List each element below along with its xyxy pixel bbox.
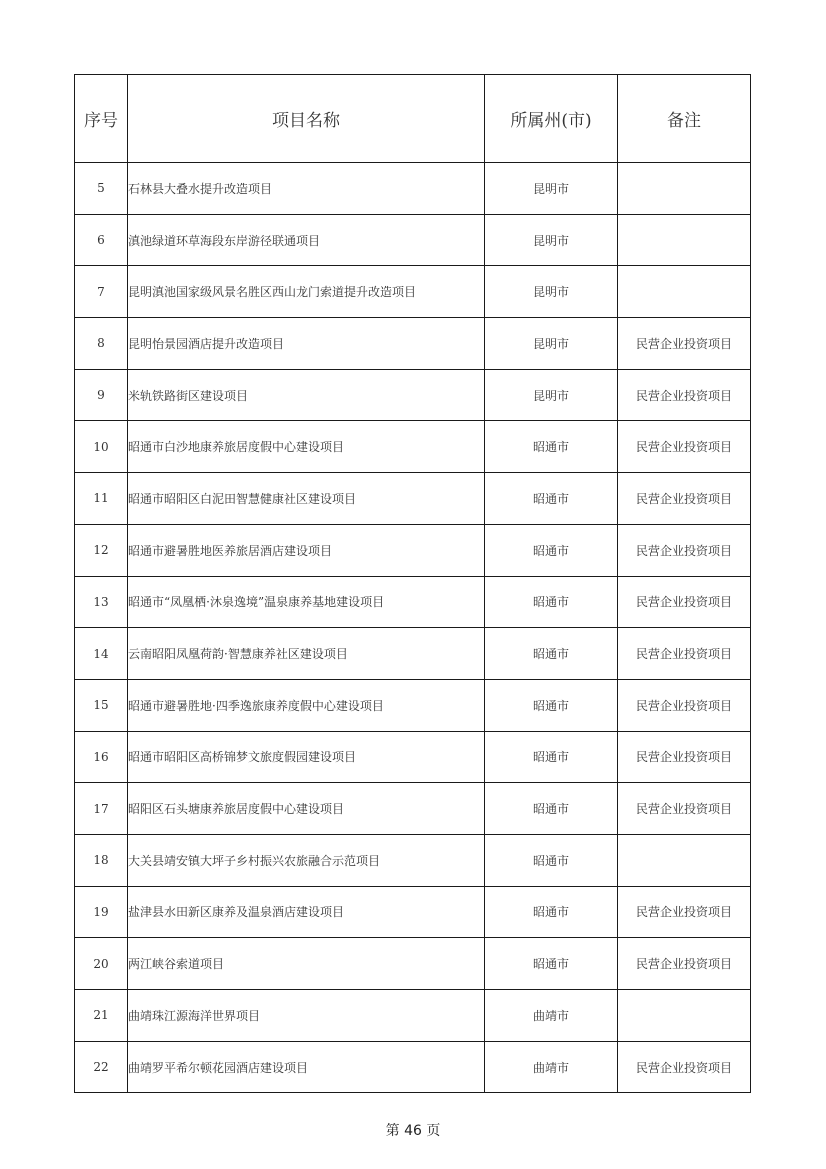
project-table — [74, 74, 751, 1093]
cell-project-name: 昭通市“凤凰栖·沐泉逸境”温泉康养基地建设项目 — [128, 576, 485, 628]
cell-serial-number: 15 — [75, 679, 128, 731]
table-row — [75, 318, 751, 370]
table-row — [75, 163, 751, 215]
cell-prefecture-city: 昭通市 — [485, 421, 618, 473]
table-row — [75, 524, 751, 576]
cell-prefecture-city: 昆明市 — [485, 214, 618, 266]
cell-remarks: 民营企业投资项目 — [618, 783, 751, 835]
table-row — [75, 214, 751, 266]
cell-project-name: 昭通市昭阳区白泥田智慧健康社区建设项目 — [128, 473, 485, 525]
cell-prefecture-city: 昭通市 — [485, 576, 618, 628]
cell-remarks: 民营企业投资项目 — [618, 1041, 751, 1093]
cell-remarks: 民营企业投资项目 — [618, 628, 751, 680]
cell-remarks: 民营企业投资项目 — [618, 524, 751, 576]
table-row — [75, 369, 751, 421]
table-row — [75, 783, 751, 835]
cell-project-name: 昭阳区石头塘康养旅居度假中心建设项目 — [128, 783, 485, 835]
table-row — [75, 628, 751, 680]
cell-prefecture-city: 昭通市 — [485, 628, 618, 680]
cell-remarks: 民营企业投资项目 — [618, 679, 751, 731]
cell-remarks: 民营企业投资项目 — [618, 938, 751, 990]
cell-project-name: 滇池绿道环草海段东岸游径联通项目 — [128, 214, 485, 266]
header-prefecture-city: 所属州(市) — [485, 75, 618, 163]
cell-serial-number: 22 — [75, 1041, 128, 1093]
cell-project-name: 曲靖罗平希尔顿花园酒店建设项目 — [128, 1041, 485, 1093]
cell-project-name: 昆明怡景园酒店提升改造项目 — [128, 318, 485, 370]
table-row — [75, 938, 751, 990]
cell-remarks: 民营企业投资项目 — [618, 421, 751, 473]
cell-prefecture-city: 昭通市 — [485, 783, 618, 835]
cell-remarks: 民营企业投资项目 — [618, 731, 751, 783]
cell-prefecture-city: 曲靖市 — [485, 990, 618, 1042]
cell-serial-number: 10 — [75, 421, 128, 473]
cell-remarks — [618, 163, 751, 215]
cell-remarks — [618, 266, 751, 318]
cell-serial-number: 8 — [75, 318, 128, 370]
table-row — [75, 834, 751, 886]
cell-prefecture-city: 昭通市 — [485, 679, 618, 731]
cell-serial-number: 20 — [75, 938, 128, 990]
cell-serial-number: 6 — [75, 214, 128, 266]
table-row — [75, 473, 751, 525]
cell-serial-number: 13 — [75, 576, 128, 628]
header-serial-number: 序号 — [75, 75, 128, 163]
table-row — [75, 576, 751, 628]
cell-prefecture-city: 昆明市 — [485, 266, 618, 318]
cell-prefecture-city: 昭通市 — [485, 834, 618, 886]
header-project-name: 项目名称 — [128, 75, 485, 163]
cell-serial-number: 12 — [75, 524, 128, 576]
cell-serial-number: 21 — [75, 990, 128, 1042]
cell-remarks — [618, 834, 751, 886]
cell-prefecture-city: 昭通市 — [485, 524, 618, 576]
cell-remarks: 民营企业投资项目 — [618, 369, 751, 421]
cell-prefecture-city: 昆明市 — [485, 318, 618, 370]
cell-serial-number: 5 — [75, 163, 128, 215]
cell-serial-number: 7 — [75, 266, 128, 318]
cell-prefecture-city: 昭通市 — [485, 473, 618, 525]
cell-prefecture-city: 昆明市 — [485, 369, 618, 421]
page-number: 第 46 页 — [385, 1123, 441, 1139]
header-remarks: 备注 — [618, 75, 751, 163]
cell-serial-number: 9 — [75, 369, 128, 421]
cell-remarks — [618, 990, 751, 1042]
cell-project-name: 两江峡谷索道项目 — [128, 938, 485, 990]
cell-project-name: 云南昭阳凤凰荷韵·智慧康养社区建设项目 — [128, 628, 485, 680]
cell-project-name: 盐津县水田新区康养及温泉酒店建设项目 — [128, 886, 485, 938]
cell-prefecture-city: 曲靖市 — [485, 1041, 618, 1093]
cell-project-name: 昭通市避暑胜地医养旅居酒店建设项目 — [128, 524, 485, 576]
cell-remarks: 民营企业投资项目 — [618, 886, 751, 938]
cell-project-name: 昆明滇池国家级风景名胜区西山龙门索道提升改造项目 — [128, 266, 485, 318]
cell-project-name: 米轨铁路街区建设项目 — [128, 369, 485, 421]
cell-remarks: 民营企业投资项目 — [618, 576, 751, 628]
cell-prefecture-city: 昭通市 — [485, 731, 618, 783]
cell-project-name: 曲靖珠江源海洋世界项目 — [128, 990, 485, 1042]
cell-serial-number: 11 — [75, 473, 128, 525]
cell-prefecture-city: 昭通市 — [485, 938, 618, 990]
cell-remarks: 民营企业投资项目 — [618, 318, 751, 370]
cell-project-name: 昭通市白沙地康养旅居度假中心建设项目 — [128, 421, 485, 473]
table-row — [75, 990, 751, 1042]
table-row — [75, 679, 751, 731]
cell-prefecture-city: 昆明市 — [485, 163, 618, 215]
table-row — [75, 886, 751, 938]
cell-project-name: 昭通市昭阳区高桥锦梦文旅度假园建设项目 — [128, 731, 485, 783]
cell-serial-number: 19 — [75, 886, 128, 938]
cell-project-name: 昭通市避暑胜地·四季逸旅康养度假中心建设项目 — [128, 679, 485, 731]
table-header-row — [75, 75, 751, 163]
table-row — [75, 1041, 751, 1093]
table-row — [75, 731, 751, 783]
cell-project-name: 石林县大叠水提升改造项目 — [128, 163, 485, 215]
cell-serial-number: 17 — [75, 783, 128, 835]
cell-remarks: 民营企业投资项目 — [618, 473, 751, 525]
cell-project-name: 大关县靖安镇大坪子乡村振兴农旅融合示范项目 — [128, 834, 485, 886]
table-row — [75, 421, 751, 473]
cell-serial-number: 16 — [75, 731, 128, 783]
cell-serial-number: 14 — [75, 628, 128, 680]
cell-serial-number: 18 — [75, 834, 128, 886]
table-row — [75, 266, 751, 318]
cell-prefecture-city: 昭通市 — [485, 886, 618, 938]
cell-remarks — [618, 214, 751, 266]
